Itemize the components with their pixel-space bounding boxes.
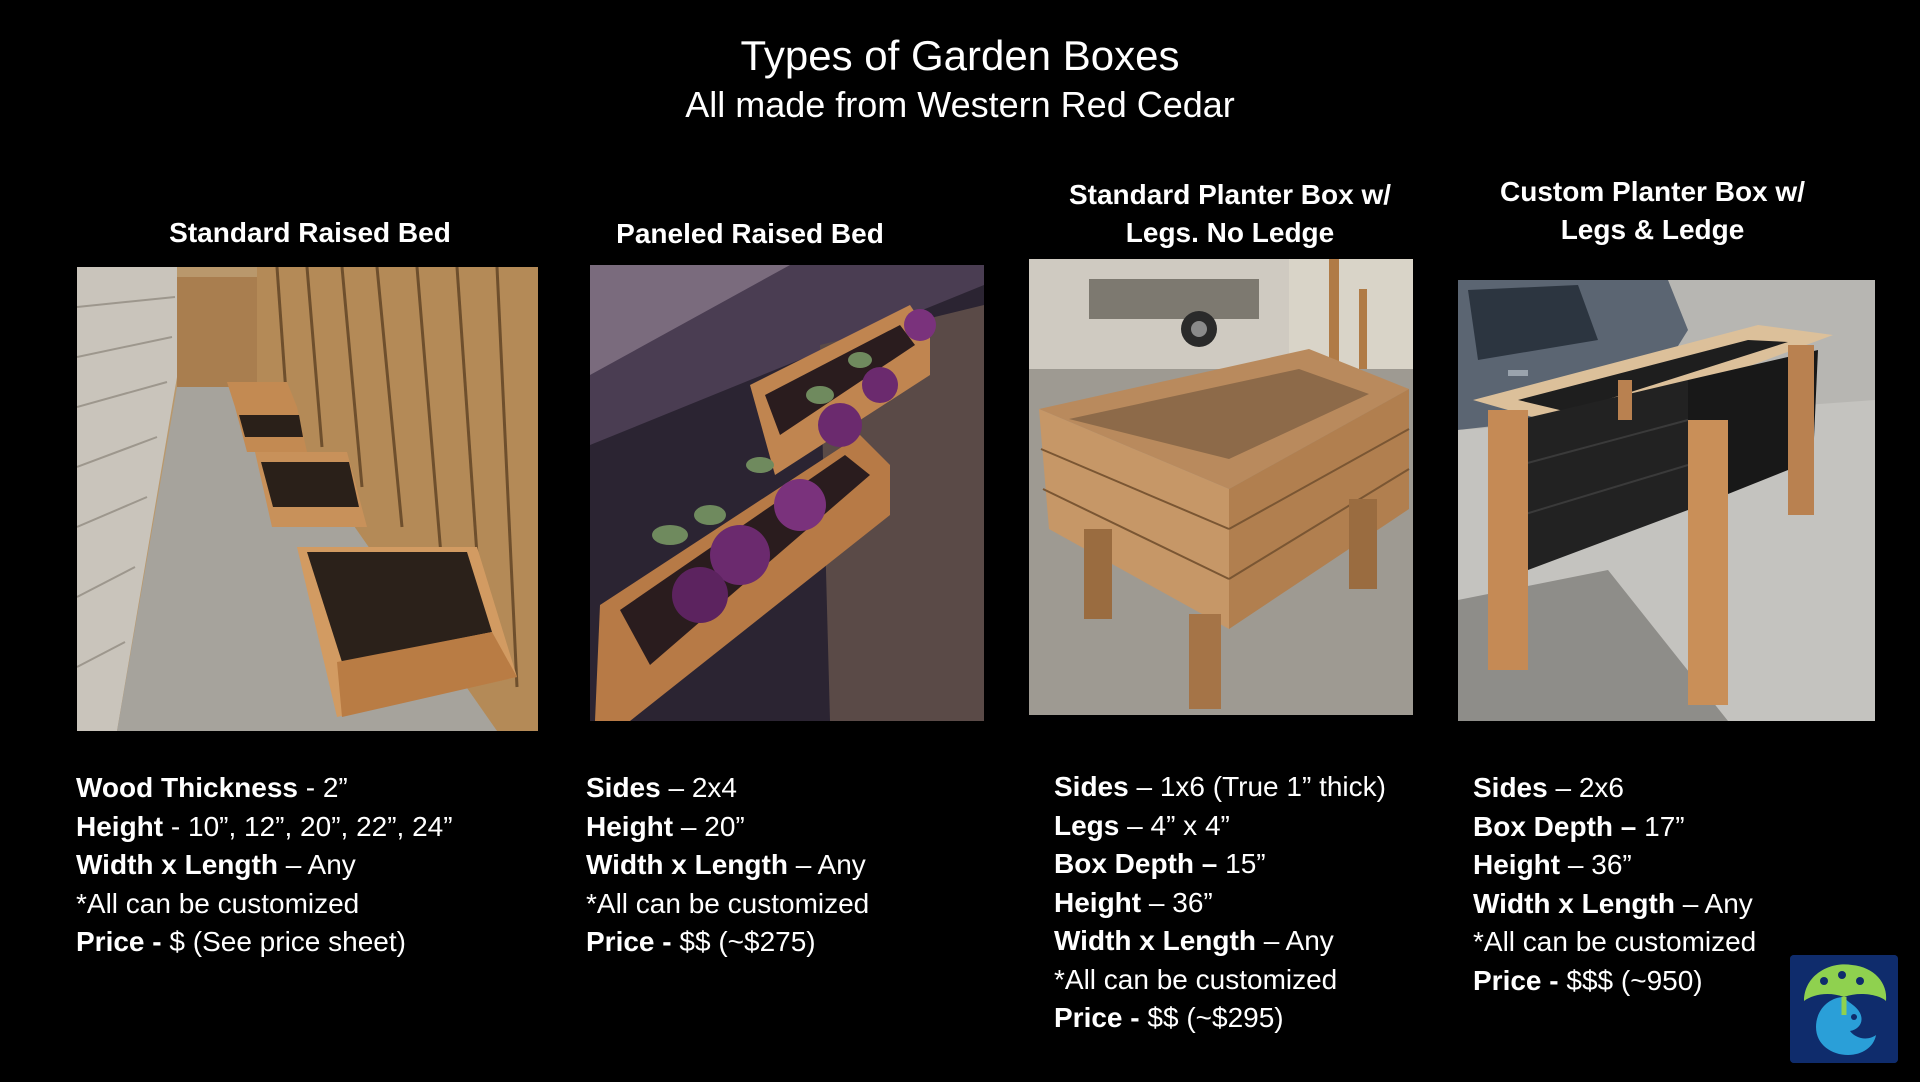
spec-label: Wood Thickness (76, 772, 298, 803)
column-heading-text: Paneled Raised Bed (616, 218, 884, 249)
column-heading-paneled-raised-bed (560, 215, 940, 253)
slide-subtitle: All made from Western Red Cedar (685, 84, 1235, 125)
specs-custom-planter-box (1473, 769, 1756, 1000)
spec-value: Any (1704, 887, 1753, 919)
spec-row (586, 808, 869, 847)
spec-value: $ (See price sheet) (169, 926, 406, 957)
spec-separator: – (277, 849, 308, 880)
spec-row (586, 769, 869, 808)
spec-label: Height (586, 810, 674, 842)
column-heading-standard-raised-bed (110, 214, 510, 252)
spec-row (586, 846, 869, 885)
photo-standard-raised-bed (77, 267, 538, 731)
spec-row (76, 769, 453, 808)
spec-label: Box Depth – (1054, 848, 1218, 879)
spec-row-price (586, 923, 869, 962)
spec-separator (1636, 811, 1644, 842)
spec-row-price (1054, 999, 1386, 1038)
spec-separator: – (1141, 886, 1173, 918)
spec-value: 2” (322, 772, 348, 803)
tree-and-bird-logo-icon (1790, 955, 1898, 1063)
spec-value: 2x6 (1578, 772, 1624, 803)
specs-standard-raised-bed (76, 769, 453, 962)
spec-value: 36” (1172, 886, 1213, 918)
spec-label: Width x Length (1473, 887, 1675, 919)
spec-separator: – (1674, 887, 1705, 919)
spec-value: 36” (1591, 849, 1632, 880)
spec-row-price (76, 923, 453, 962)
spec-value: Any (307, 849, 356, 880)
spec-separator: - (163, 810, 188, 842)
spec-value: 20” (704, 810, 745, 842)
spec-value: 15” (1225, 848, 1266, 879)
spec-label: Price - (1473, 964, 1559, 996)
column-heading-text: Standard Raised Bed (169, 217, 451, 248)
spec-note: *All can be customized (586, 887, 870, 919)
spec-value: 10”, 12”, 20”, 22”, 24” (188, 810, 453, 842)
planter-box-illustration (1029, 259, 1413, 715)
spec-value: 1x6 (True 1” thick) (1159, 771, 1386, 802)
spec-separator: – (1560, 849, 1592, 880)
logo-graphic (1790, 955, 1898, 1063)
photo-standard-planter-box (1029, 259, 1413, 715)
paneled-bed-illustration (590, 265, 984, 721)
specs-standard-planter-box (1054, 768, 1386, 1038)
slide-title: Types of Garden Boxes (740, 32, 1180, 79)
spec-separator: – (787, 849, 818, 880)
spec-label: Width x Length (586, 849, 788, 880)
column-heading-line: Legs & Ledge (1560, 214, 1745, 245)
spec-value: Any (817, 849, 866, 880)
spec-label: Height (76, 810, 164, 842)
custom-planter-illustration (1458, 280, 1875, 721)
spec-label: Height (1473, 849, 1561, 880)
spec-note: *All can be customized (76, 887, 360, 919)
raised-bed-illustration (77, 267, 538, 731)
spec-label: Price - (586, 926, 672, 957)
spec-row (1473, 769, 1756, 808)
spec-label: Width x Length (1054, 925, 1256, 956)
spec-separator: – (1119, 809, 1151, 841)
spec-row (1473, 846, 1756, 885)
spec-row-price (1473, 962, 1756, 1001)
spec-separator: – (1128, 771, 1160, 802)
spec-row (1054, 768, 1386, 807)
spec-label: Sides (1473, 772, 1548, 803)
spec-row (1054, 922, 1386, 961)
spec-separator (1217, 848, 1225, 879)
spec-row (76, 808, 453, 847)
spec-value: $$ (~$295) (1147, 1002, 1284, 1033)
spec-label: Price - (76, 926, 162, 957)
spec-row (1054, 884, 1386, 923)
spec-value: 2x4 (691, 772, 737, 803)
spec-separator: – (673, 810, 705, 842)
spec-label: Height (1054, 886, 1142, 918)
spec-separator: – (660, 772, 692, 803)
spec-label: Price - (1054, 1002, 1140, 1033)
spec-value: $$$ (~950) (1566, 964, 1703, 996)
spec-value: 17” (1644, 810, 1685, 842)
spec-row (1054, 845, 1386, 884)
photo-custom-planter-box (1458, 280, 1875, 721)
spec-value: Any (1285, 925, 1334, 956)
specs-paneled-raised-bed (586, 769, 869, 962)
column-heading-standard-planter-box (1020, 176, 1440, 252)
spec-value: $$ (~$275) (679, 926, 816, 957)
photo-paneled-raised-bed (590, 265, 984, 721)
spec-label: Legs (1054, 809, 1120, 841)
spec-separator: – (1255, 925, 1286, 956)
slide-header (0, 30, 1920, 128)
column-heading-line: Legs. No Ledge (1125, 217, 1335, 248)
spec-row (1473, 808, 1756, 847)
spec-label: Sides (586, 772, 661, 803)
spec-row (1054, 807, 1386, 846)
spec-label: Width x Length (76, 849, 278, 880)
column-heading-line: Standard Planter Box w/ (1068, 179, 1392, 210)
spec-label: Sides (1054, 771, 1129, 802)
spec-separator: – (1547, 772, 1579, 803)
spec-value: 4” x 4” (1150, 809, 1230, 841)
spec-note: *All can be customized (1473, 926, 1757, 957)
column-heading-custom-planter-box (1440, 173, 1865, 249)
spec-separator: - (297, 772, 323, 803)
spec-note: *All can be customized (1054, 963, 1338, 995)
column-heading-line: Custom Planter Box w/ (1500, 176, 1805, 207)
spec-row (1473, 885, 1756, 924)
spec-row (76, 846, 453, 885)
spec-label: Box Depth – (1473, 810, 1637, 842)
